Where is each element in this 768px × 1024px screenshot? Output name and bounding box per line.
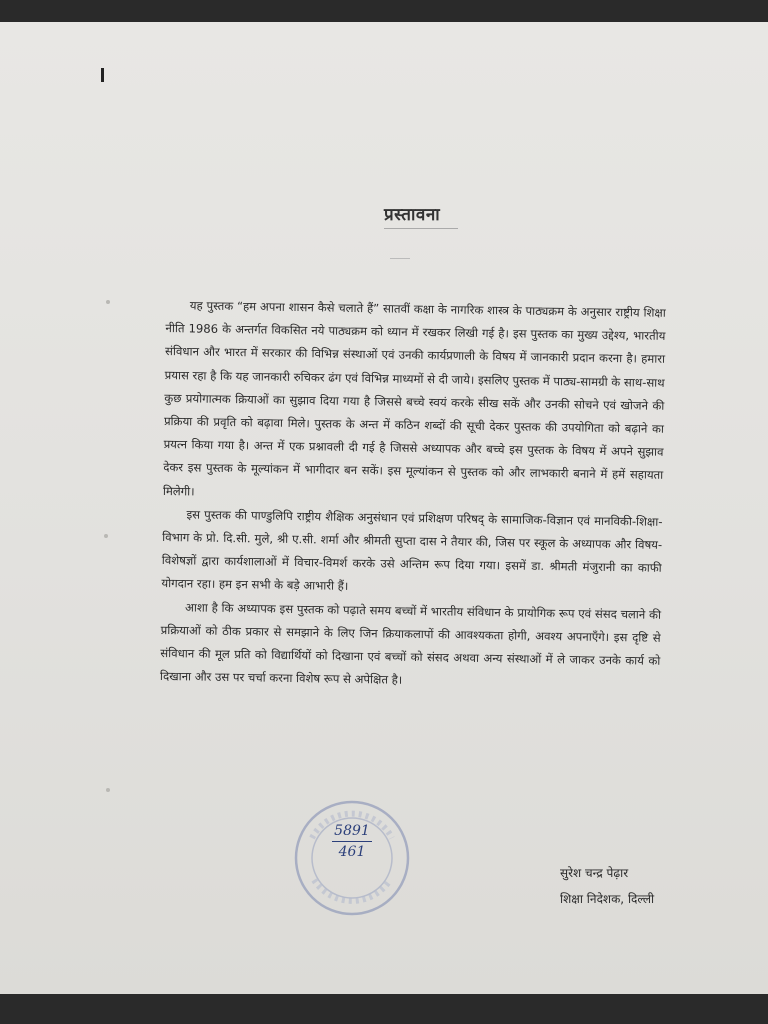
- signatory-designation: शिक्षा निदेशक, दिल्ली: [560, 892, 655, 906]
- margin-mark: [101, 68, 104, 82]
- paragraph-2: इस पुस्तक की पाण्डुलिपि राष्ट्रीय शैक्षिक अनुसंधान एवं प्रशिक्षण परिषद् के सामाजिक-विज्ञान एवं मानविकी-शिक्षा-विभाग के प्रो. दि.सी. मुले, श्री ए.सी. शर्मा और श्रीमती सुप्ता दास ने तैयार की, जिस पर स्कूल के अध्यापक और विषय-विशेषज्ञों द्वारा कार्यशालाओं में विचार-विमर्श करके उसे अन्तिम रूप दिया गया। इसमें डा. श्रीमती मंजुरानी का काफी योगदान रहा। हम इन सभी के बड़े आभारी हैं।: [161, 507, 663, 594]
- stamp-fraction-bar: [332, 841, 372, 842]
- paragraph-1: यह पुस्तक “हम अपना शासन कैसे चलाते हैं” सातवीं कक्षा के नागरिक शास्त्र के पाठ्यक्रम के अनुसार राष्ट्रीय शिक्षा नीति 1986 के अन्तर्गत विकसित नये पाठ्यक्रम को ध्यान में रखकर लिखी गई है। इस पुस्तक का मुख्य उद्देश्य, भारतीय संविधान और भारत में सरकार की विभिन्न संस्थाओं एवं उनकी कार्यप्रणाली के विषय में जानकारी प्रदान करना है। हमारा प्रयास रहा है कि यह जानकारी रुचिकर ढंग एवं विभिन्न माध्यमों से दी जाये। इसलिए पुस्तक में पाठ्य-सामग्री के साथ-साथ कुछ प्रयोगात्मक क्रियाओं का सुझाव दिया गया है जिससे बच्चे स्वयं करके सीख सकें और उनकी सोचने एवं खोजने की प्रक्रिया की प्रवृति को बढ़ावा मिले। पुस्तक के अन्त में कठिन शब्दों की सूची देकर पुस्तक की उपयोगिता को बढ़ाने का प्रयत्न किया गया है। अन्त में एक प्रश्नावली दी गई है जिससे अध्यापक और बच्चे इस पुस्तक के विषय में अपने सुझाव देकर इस पुस्तक के मूल्यांकन में भागीदार बन सकें। इस मूल्यांकन से पुस्तक को और लाभकारी बनाने में हमें सहायता मिलेगी।: [162, 298, 666, 499]
- preface-body: [160, 294, 666, 696]
- paper-speck: [106, 300, 110, 304]
- paper-speck: [104, 534, 108, 538]
- stamp-number-top: 5891: [334, 823, 370, 839]
- stamp-number: [330, 822, 374, 861]
- title-underline: [384, 228, 458, 229]
- signature-block: [560, 860, 654, 912]
- stamp-number-bottom: 461: [338, 844, 366, 860]
- scanned-page: [0, 22, 768, 994]
- paper-speck: [106, 788, 110, 792]
- page-title: प्रस्तावना: [384, 205, 441, 225]
- paragraph-3: आशा है कि अध्यापक इस पुस्तक को पढ़ाते समय बच्चों में भारतीय संविधान के प्रायोगिक रूप एवं संसद चलाने की प्रक्रियाओं को ठीक प्रकार से समझाने के लिए जिन क्रियाकलापों की आवश्यकता होगी, अवश्य अपनाएँगे। इस दृष्टि से संविधान की मूल प्रति को विद्यार्थियों को दिखाना एवं बच्चों को संसद अथवा अन्य संस्थाओं में ले जाकर उनके कार्य को दिखाना और उस पर चर्चा करना विशेष रूप से अपेक्षित है।: [159, 599, 662, 688]
- divider: [390, 258, 410, 259]
- signatory-name: सुरेश चन्द्र पेढ़ार: [560, 866, 629, 880]
